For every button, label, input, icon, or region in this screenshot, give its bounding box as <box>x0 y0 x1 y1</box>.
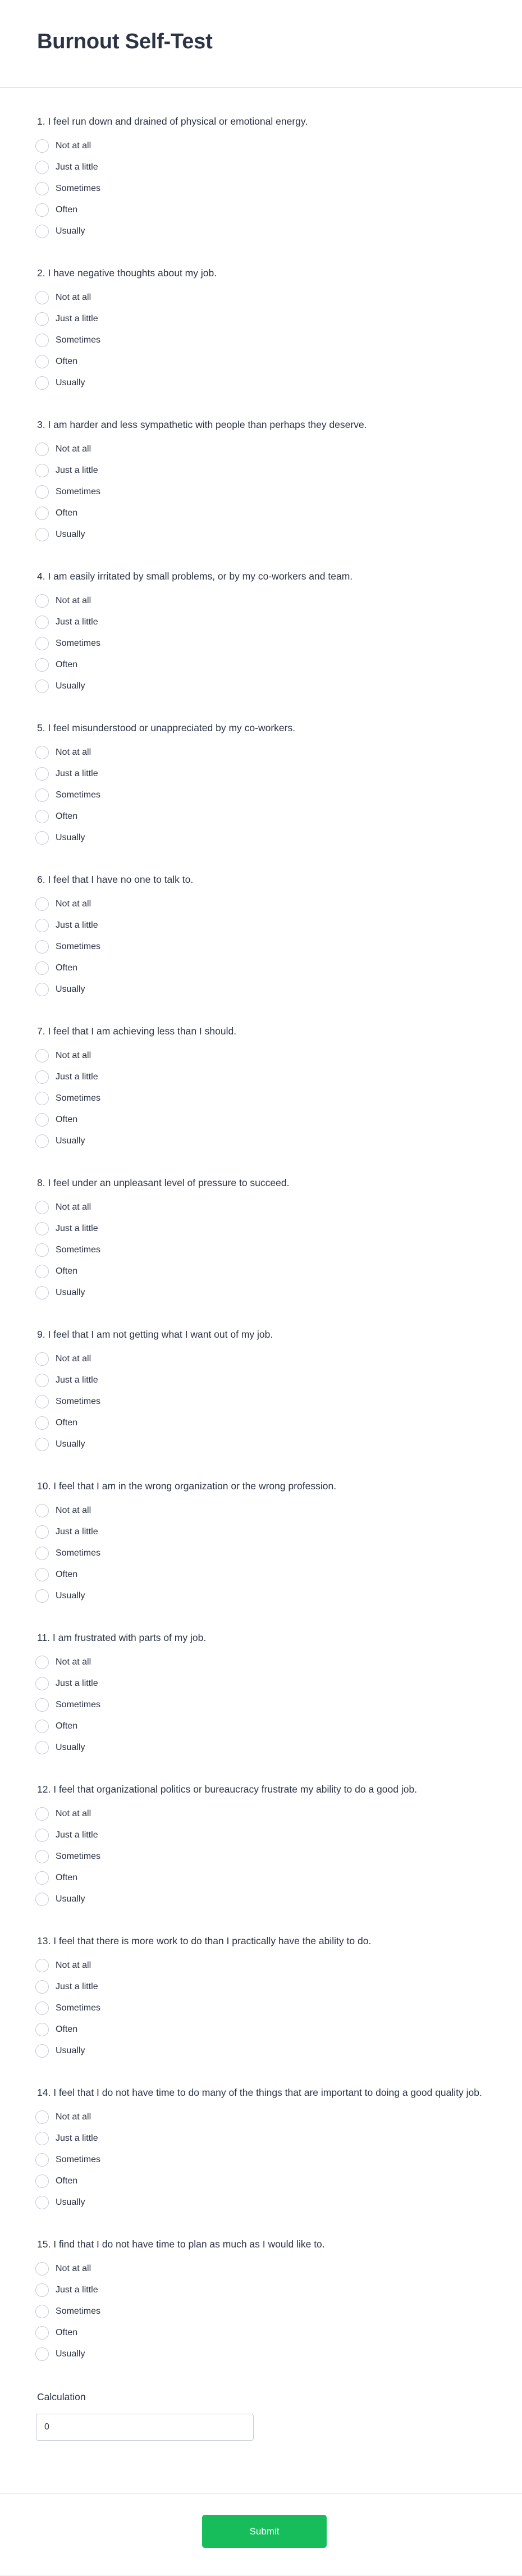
radio-button-icon[interactable] <box>35 983 49 996</box>
radio-option[interactable] <box>37 2128 522 2149</box>
radio-button-icon[interactable] <box>35 2132 49 2145</box>
radio-option[interactable] <box>37 351 522 372</box>
radio-option-label[interactable]: Usually <box>56 2349 85 2359</box>
radio-option-label[interactable]: Sometimes <box>56 1548 101 1558</box>
radio-option[interactable] <box>37 676 522 697</box>
radio-button-icon[interactable] <box>35 1850 49 1863</box>
radio-option[interactable] <box>37 936 522 958</box>
radio-option[interactable] <box>37 1652 522 1673</box>
radio-button-icon[interactable] <box>35 1201 49 1214</box>
radio-option[interactable] <box>37 481 522 503</box>
radio-button-icon[interactable] <box>35 1352 49 1366</box>
radio-option-label[interactable]: Sometimes <box>56 1397 101 1406</box>
radio-option-label[interactable]: Not at all <box>56 1809 91 1818</box>
radio-option[interactable] <box>37 2322 522 2344</box>
radio-button-icon[interactable] <box>35 1677 49 1690</box>
radio-option-label[interactable]: Not at all <box>56 1961 91 1970</box>
radio-button-icon[interactable] <box>35 810 49 823</box>
radio-button-icon[interactable] <box>35 1286 49 1300</box>
question-3 <box>37 418 522 545</box>
radio-button-icon[interactable] <box>35 1959 49 1972</box>
radio-option-label[interactable]: Not at all <box>56 141 91 151</box>
radio-option-label[interactable]: Not at all <box>56 293 91 302</box>
radio-button-icon[interactable] <box>35 594 49 608</box>
radio-option-label[interactable]: Just a little <box>56 1375 98 1385</box>
radio-button-icon[interactable] <box>35 507 49 520</box>
radio-option[interactable] <box>37 2171 522 2192</box>
question-title: 9. I feel that I am not getting what I want out of my job. <box>37 1329 273 1340</box>
question-title: 1. I feel run down and drained of physical or emotional energy. <box>37 116 308 127</box>
radio-option[interactable] <box>37 1088 522 1109</box>
radio-option-label[interactable]: Sometimes <box>56 2155 101 2164</box>
radio-option[interactable] <box>37 785 522 806</box>
radio-option-label[interactable]: Often <box>56 357 78 366</box>
radio-option[interactable] <box>37 1218 522 1239</box>
radio-option[interactable] <box>37 612 522 633</box>
radio-button-icon[interactable] <box>35 2196 49 2209</box>
radio-option-label[interactable]: Not at all <box>56 747 91 757</box>
radio-button-icon[interactable] <box>35 1113 49 1127</box>
radio-button-icon[interactable] <box>35 464 49 477</box>
radio-option[interactable] <box>37 1998 522 2019</box>
radio-option[interactable] <box>37 1197 522 1218</box>
radio-option-label[interactable]: Often <box>56 2025 78 2034</box>
radio-group <box>37 135 522 242</box>
radio-group <box>37 1045 522 1152</box>
radio-option[interactable] <box>37 1673 522 1694</box>
radio-group <box>37 2107 522 2213</box>
calculation-label: Calculation <box>37 2391 86 2402</box>
radio-button-icon[interactable] <box>35 376 49 390</box>
radio-button-icon[interactable] <box>35 2262 49 2276</box>
radio-option[interactable] <box>37 135 522 157</box>
radio-option-label[interactable]: Not at all <box>56 596 91 605</box>
radio-button-icon[interactable] <box>35 312 49 326</box>
radio-option[interactable] <box>37 1066 522 1088</box>
radio-button-icon[interactable] <box>35 2347 49 2361</box>
radio-button-icon[interactable] <box>35 1243 49 1257</box>
radio-option-label[interactable]: Not at all <box>56 1202 91 1212</box>
radio-button-icon[interactable] <box>35 485 49 499</box>
radio-group <box>37 893 522 1000</box>
radio-button-icon[interactable] <box>35 1265 49 1278</box>
radio-button-icon[interactable] <box>35 161 49 174</box>
radio-option[interactable] <box>37 2149 522 2171</box>
question-title: 10. I feel that I am in the wrong organization or the wrong profession. <box>37 1480 337 1492</box>
radio-button-icon[interactable] <box>35 139 49 153</box>
radio-button-icon[interactable] <box>35 2174 49 2188</box>
radio-option[interactable] <box>37 979 522 1000</box>
radio-button-icon[interactable] <box>35 182 49 195</box>
radio-button-icon[interactable] <box>35 1134 49 1148</box>
radio-option[interactable] <box>37 958 522 979</box>
radio-option[interactable] <box>37 2344 522 2365</box>
question-title: 14. I feel that I do not have time to do many of the things that are important to doing a good quality job. <box>37 2087 482 2098</box>
radio-option-label[interactable]: Usually <box>56 2197 85 2207</box>
radio-option-label[interactable]: Sometimes <box>56 1093 101 1103</box>
radio-option-label[interactable]: Often <box>56 1873 78 1882</box>
question-14 <box>37 2086 522 2213</box>
radio-option-label[interactable]: Sometimes <box>56 790 101 800</box>
radio-group <box>37 1348 522 1455</box>
radio-option-label[interactable]: Not at all <box>56 2264 91 2273</box>
radio-button-icon[interactable] <box>35 1980 49 1994</box>
radio-option-label[interactable]: Just a little <box>56 162 98 172</box>
radio-option[interactable] <box>37 2107 522 2128</box>
radio-option-label[interactable]: Usually <box>56 984 85 994</box>
radio-button-icon[interactable] <box>35 2305 49 2318</box>
radio-option-label[interactable]: Often <box>56 508 78 518</box>
radio-button-icon[interactable] <box>35 291 49 304</box>
radio-button-icon[interactable] <box>35 680 49 693</box>
radio-button-icon[interactable] <box>35 1525 49 1539</box>
radio-option-label[interactable]: Just a little <box>56 2133 98 2143</box>
radio-group <box>37 287 522 394</box>
question-9 <box>37 1328 522 1455</box>
radio-option-label[interactable]: Just a little <box>56 1527 98 1537</box>
question-8 <box>37 1176 522 1303</box>
radio-option-label[interactable]: Usually <box>56 226 85 236</box>
radio-option-label[interactable]: Not at all <box>56 1051 91 1060</box>
form-body <box>0 88 522 2441</box>
radio-option-label[interactable]: Just a little <box>56 466 98 475</box>
radio-option[interactable] <box>37 763 522 785</box>
form-header <box>0 0 522 88</box>
radio-group <box>37 1500 522 1607</box>
radio-option-label[interactable]: Usually <box>56 681 85 691</box>
radio-option-label[interactable]: Usually <box>56 1591 85 1601</box>
radio-button-icon[interactable] <box>35 1893 49 1906</box>
radio-option[interactable] <box>37 893 522 915</box>
radio-option[interactable] <box>37 1109 522 1130</box>
question-12 <box>37 1782 522 1910</box>
radio-button-icon[interactable] <box>35 1416 49 1430</box>
radio-option[interactable] <box>37 1543 522 1564</box>
radio-option[interactable] <box>37 1737 522 1758</box>
radio-option-label[interactable]: Just a little <box>56 1982 98 1991</box>
question-7 <box>37 1024 522 1152</box>
question-13 <box>37 1934 522 2062</box>
question-5 <box>37 721 522 849</box>
radio-button-icon[interactable] <box>35 528 49 541</box>
radio-option-label[interactable]: Usually <box>56 1743 85 1752</box>
form-footer <box>0 2493 522 2576</box>
radio-option-label[interactable]: Often <box>56 205 78 215</box>
radio-option[interactable] <box>37 1846 522 1867</box>
radio-option[interactable] <box>37 1955 522 1976</box>
question-10 <box>37 1479 522 1607</box>
radio-button-icon[interactable] <box>35 1504 49 1517</box>
radio-button-icon[interactable] <box>35 919 49 932</box>
radio-group <box>37 1955 522 2062</box>
radio-option[interactable] <box>37 2192 522 2213</box>
radio-option-label[interactable]: Just a little <box>56 617 98 627</box>
radio-option[interactable] <box>37 2040 522 2062</box>
question-1 <box>37 115 522 242</box>
question-4 <box>37 569 522 697</box>
radio-group <box>37 742 522 849</box>
radio-option[interactable] <box>37 503 522 524</box>
radio-option[interactable] <box>37 372 522 394</box>
question-15 <box>37 2237 522 2365</box>
radio-option-label[interactable]: Sometimes <box>56 2306 101 2316</box>
question-title: 2. I have negative thoughts about my job. <box>37 267 217 279</box>
radio-option-label[interactable]: Sometimes <box>56 942 101 951</box>
radio-button-icon[interactable] <box>35 203 49 217</box>
radio-option[interactable] <box>37 1391 522 1412</box>
radio-option-label[interactable]: Not at all <box>56 2112 91 2122</box>
radio-button-icon[interactable] <box>35 658 49 672</box>
radio-button-icon[interactable] <box>35 2283 49 2297</box>
submit-button[interactable]: Submit <box>202 2515 327 2548</box>
radio-option-label[interactable]: Usually <box>56 1439 85 1449</box>
radio-option-label[interactable]: Often <box>56 1418 78 1428</box>
radio-button-icon[interactable] <box>35 961 49 975</box>
radio-button-icon[interactable] <box>35 1049 49 1063</box>
radio-button-icon[interactable] <box>35 2110 49 2124</box>
radio-option[interactable] <box>37 330 522 351</box>
radio-option-label[interactable]: Not at all <box>56 1354 91 1364</box>
radio-option[interactable] <box>37 199 522 221</box>
radio-option[interactable] <box>37 1282 522 1303</box>
radio-option[interactable] <box>37 524 522 545</box>
radio-button-icon[interactable] <box>35 1070 49 1084</box>
radio-group <box>37 590 522 697</box>
radio-option[interactable] <box>37 1889 522 1910</box>
radio-option-label[interactable]: Not at all <box>56 1506 91 1515</box>
radio-option-label[interactable]: Just a little <box>56 769 98 778</box>
question-title: 8. I feel under an unpleasant level of pressure to succeed. <box>37 1177 290 1188</box>
question-6 <box>37 873 522 1000</box>
radio-button-icon[interactable] <box>35 2044 49 2058</box>
question-title: 12. I feel that organizational politics or bureaucracy frustrate my ability to do a good job. <box>37 1784 418 1795</box>
radio-button-icon[interactable] <box>35 1720 49 1733</box>
radio-option-label[interactable]: Sometimes <box>56 2003 101 2013</box>
question-title: 15. I find that I do not have time to plan as much as I would like to. <box>37 2238 325 2250</box>
radio-option[interactable] <box>37 308 522 330</box>
radio-option[interactable] <box>37 157 522 178</box>
radio-button-icon[interactable] <box>35 225 49 238</box>
radio-button-icon[interactable] <box>35 1568 49 1581</box>
radio-option-label[interactable]: Usually <box>56 833 85 842</box>
radio-option[interactable] <box>37 742 522 763</box>
radio-button-icon[interactable] <box>35 1589 49 1603</box>
radio-option-label[interactable]: Often <box>56 1115 78 1124</box>
radio-option[interactable] <box>37 1434 522 1455</box>
radio-option-label[interactable]: Just a little <box>56 314 98 323</box>
radio-button-icon[interactable] <box>35 1547 49 1560</box>
question-title: 13. I feel that there is more work to do than I practically have the ability to do. <box>37 1935 372 1946</box>
radio-option-label[interactable]: Usually <box>56 1288 85 1297</box>
radio-button-icon[interactable] <box>35 767 49 781</box>
radio-option-label[interactable]: Not at all <box>56 899 91 909</box>
radio-option-label[interactable]: Usually <box>56 2046 85 2055</box>
radio-group <box>37 439 522 545</box>
radio-option-label[interactable]: Sometimes <box>56 184 101 193</box>
radio-button-icon[interactable] <box>35 1829 49 1842</box>
radio-option-label[interactable]: Just a little <box>56 1072 98 1082</box>
radio-option[interactable] <box>37 1976 522 1998</box>
radio-option-label[interactable]: Sometimes <box>56 639 101 648</box>
radio-button-icon[interactable] <box>35 1871 49 1885</box>
radio-option-label[interactable]: Just a little <box>56 1224 98 1233</box>
radio-option-label[interactable]: Just a little <box>56 2285 98 2295</box>
question-title: 3. I am harder and less sympathetic with people than perhaps they deserve. <box>37 419 367 430</box>
radio-option[interactable] <box>37 1500 522 1521</box>
radio-option[interactable] <box>37 1412 522 1434</box>
radio-option-label[interactable]: Usually <box>56 530 85 539</box>
radio-option-label[interactable]: Often <box>56 963 78 973</box>
radio-option-label[interactable]: Often <box>56 1570 78 1579</box>
radio-option[interactable] <box>37 1348 522 1370</box>
radio-option[interactable] <box>37 221 522 242</box>
radio-button-icon[interactable] <box>35 1395 49 1408</box>
radio-option-label[interactable]: Usually <box>56 1136 85 1146</box>
question-title: 4. I am easily irritated by small problems, or by my co-workers and team. <box>37 571 353 582</box>
radio-option[interactable] <box>37 1694 522 1716</box>
radio-option[interactable] <box>37 460 522 481</box>
radio-option-label[interactable]: Often <box>56 2176 78 2186</box>
radio-button-icon[interactable] <box>35 615 49 629</box>
radio-button-icon[interactable] <box>35 2023 49 2036</box>
question-title: 7. I feel that I am achieving less than I should. <box>37 1025 237 1037</box>
radio-button-icon[interactable] <box>35 746 49 759</box>
radio-option[interactable] <box>37 2279 522 2301</box>
radio-button-icon[interactable] <box>35 940 49 954</box>
question-11 <box>37 1631 522 1758</box>
radio-button-icon[interactable] <box>35 334 49 347</box>
radio-button-icon[interactable] <box>35 2153 49 2167</box>
radio-option[interactable] <box>37 2301 522 2322</box>
radio-option[interactable] <box>37 2258 522 2279</box>
calculation-field <box>37 2389 522 2441</box>
radio-option[interactable] <box>37 806 522 827</box>
radio-option[interactable] <box>37 827 522 849</box>
radio-button-icon[interactable] <box>35 831 49 845</box>
radio-option[interactable] <box>37 1803 522 1825</box>
radio-option[interactable] <box>37 1825 522 1846</box>
radio-option-label[interactable]: Sometimes <box>56 487 101 496</box>
radio-option[interactable] <box>37 915 522 936</box>
radio-option-label[interactable]: Just a little <box>56 1679 98 1688</box>
radio-button-icon[interactable] <box>35 1438 49 1451</box>
radio-option[interactable] <box>37 633 522 654</box>
radio-option[interactable] <box>37 1521 522 1543</box>
radio-option[interactable] <box>37 1564 522 1585</box>
radio-option-label[interactable]: Sometimes <box>56 1700 101 1709</box>
question-list <box>37 115 522 2365</box>
radio-button-icon[interactable] <box>35 1741 49 1754</box>
radio-option-label[interactable]: Often <box>56 1266 78 1276</box>
radio-option[interactable] <box>37 2019 522 2040</box>
question-2 <box>37 266 522 394</box>
radio-option[interactable] <box>37 1370 522 1391</box>
radio-option[interactable] <box>37 1239 522 1261</box>
question-title: 5. I feel misunderstood or unappreciated by my co-workers. <box>37 722 296 733</box>
page-title: Burnout Self-Test <box>37 30 213 53</box>
radio-button-icon[interactable] <box>35 443 49 456</box>
radio-button-icon[interactable] <box>35 1092 49 1105</box>
radio-option-label[interactable]: Usually <box>56 1894 85 1904</box>
radio-option-label[interactable]: Sometimes <box>56 1245 101 1255</box>
radio-option[interactable] <box>37 1716 522 1737</box>
radio-button-icon[interactable] <box>35 788 49 802</box>
radio-button-icon[interactable] <box>35 897 49 911</box>
radio-group <box>37 1803 522 1910</box>
radio-option[interactable] <box>37 1585 522 1607</box>
radio-option-label[interactable]: Just a little <box>56 920 98 930</box>
radio-option-label[interactable]: Often <box>56 1721 78 1731</box>
radio-group <box>37 2258 522 2365</box>
radio-option-label[interactable]: Not at all <box>56 1657 91 1667</box>
radio-button-icon[interactable] <box>35 1807 49 1821</box>
radio-button-icon[interactable] <box>35 355 49 368</box>
radio-option-label[interactable]: Often <box>56 2328 78 2337</box>
radio-option[interactable] <box>37 178 522 199</box>
radio-button-icon[interactable] <box>35 637 49 650</box>
radio-option-label[interactable]: Just a little <box>56 1830 98 1840</box>
radio-option[interactable] <box>37 590 522 612</box>
radio-option[interactable] <box>37 654 522 676</box>
radio-option[interactable] <box>37 1130 522 1152</box>
radio-option[interactable] <box>37 287 522 308</box>
radio-button-icon[interactable] <box>35 1656 49 1669</box>
question-title: 6. I feel that I have no one to talk to. <box>37 874 194 885</box>
radio-option-label[interactable]: Sometimes <box>56 335 101 345</box>
question-title: 11. I am frustrated with parts of my job. <box>37 1632 207 1643</box>
radio-option[interactable] <box>37 1045 522 1066</box>
radio-group <box>37 1197 522 1303</box>
radio-button-icon[interactable] <box>35 1222 49 1235</box>
radio-option[interactable] <box>37 439 522 460</box>
calculation-input[interactable] <box>36 2414 254 2441</box>
radio-option-label[interactable]: Not at all <box>56 444 91 454</box>
radio-button-icon[interactable] <box>35 2326 49 2340</box>
radio-button-icon[interactable] <box>35 1374 49 1387</box>
radio-option-label[interactable]: Sometimes <box>56 1852 101 1861</box>
radio-button-icon[interactable] <box>35 1698 49 1712</box>
radio-option-label[interactable]: Usually <box>56 378 85 387</box>
radio-button-icon[interactable] <box>35 2001 49 2015</box>
radio-option-label[interactable]: Often <box>56 660 78 669</box>
radio-group <box>37 1652 522 1758</box>
radio-option[interactable] <box>37 1867 522 1889</box>
radio-option[interactable] <box>37 1261 522 1282</box>
radio-option-label[interactable]: Often <box>56 811 78 821</box>
